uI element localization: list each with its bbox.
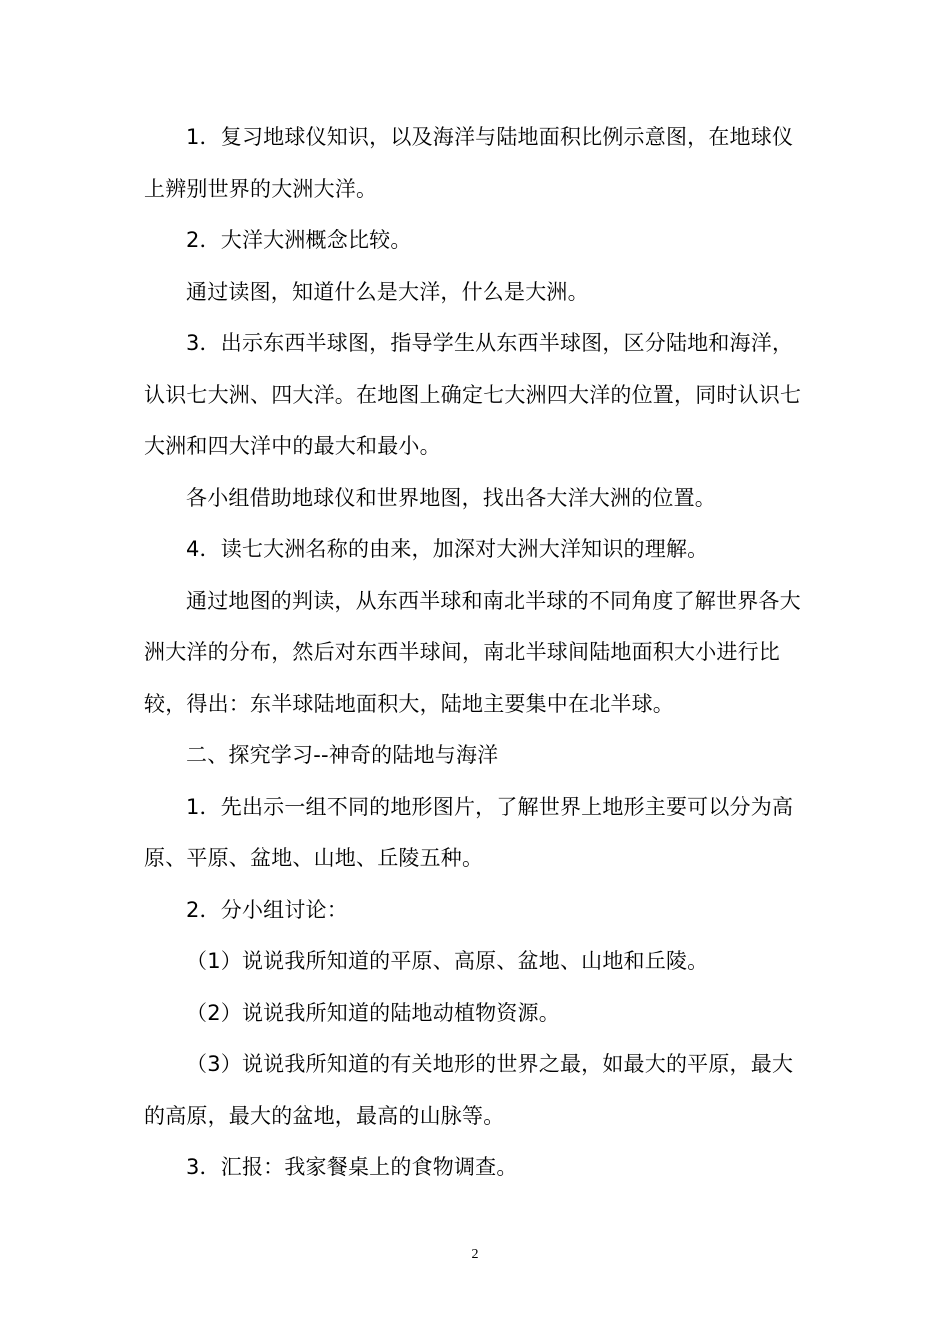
paragraph-read-map: 通过读图，知道什么是大洋，什么是大洲。 bbox=[186, 279, 589, 304]
paragraph-group-locate: 各小组借助地球仪和世界地图，找出各大洋大洲的位置。 bbox=[186, 485, 716, 510]
paragraph-continent-names: 4．读七大洲名称的由来，加深对大洲大洋知识的理解。 bbox=[186, 537, 709, 561]
paragraph-report-food: 3．汇报：我家餐桌上的食物调查。 bbox=[186, 1155, 518, 1179]
paragraph-map-analysis: 通过地图的判读，从东西半球和南北半球的不同角度了解世界各大洲大洋的分布，然后对东西半球间，南北半球间陆地面积大小进行比较，得出：东半球陆地面积大，陆地主要集中在北半球。 bbox=[144, 588, 801, 716]
section-heading-explore: 二、探究学习--神奇的陆地与海洋 bbox=[186, 743, 499, 767]
document-body bbox=[144, 112, 806, 1194]
paragraph-landform-pictures: 1．先出示一组不同的地形图片，了解世界上地形主要可以分为高原、平原、盆地、山地、丘陵五种。 bbox=[144, 794, 794, 870]
list-item-resources: （2）说说我所知道的陆地动植物资源。 bbox=[186, 1000, 560, 1025]
list-item-landforms: （1）说说我所知道的平原、高原、盆地、山地和丘陵。 bbox=[186, 949, 709, 973]
paragraph-review-globe: 1．复习地球仪知识，以及海洋与陆地面积比例示意图，在地球仪上辨别世界的大洲大洋。 bbox=[144, 125, 794, 201]
paragraph-hemisphere-map: 3．出示东西半球图，指导学生从东西半球图，区分陆地和海洋，认识七大洲、四大洋。在地图上确定七大洲四大洋的位置，同时认识七大洲和四大洋中的最大和最小。 bbox=[144, 331, 802, 458]
page-number: 2 bbox=[471, 1247, 479, 1262]
paragraph-group-discussion: 2．分小组讨论： bbox=[186, 897, 348, 922]
list-item-world-records: （3）说说我所知道的有关地形的世界之最，如最大的平原，最大的高原，最大的盆地，最高的山脉等。 bbox=[144, 1052, 794, 1128]
paragraph-concept-compare: 2．大洋大洲概念比较。 bbox=[186, 228, 412, 252]
